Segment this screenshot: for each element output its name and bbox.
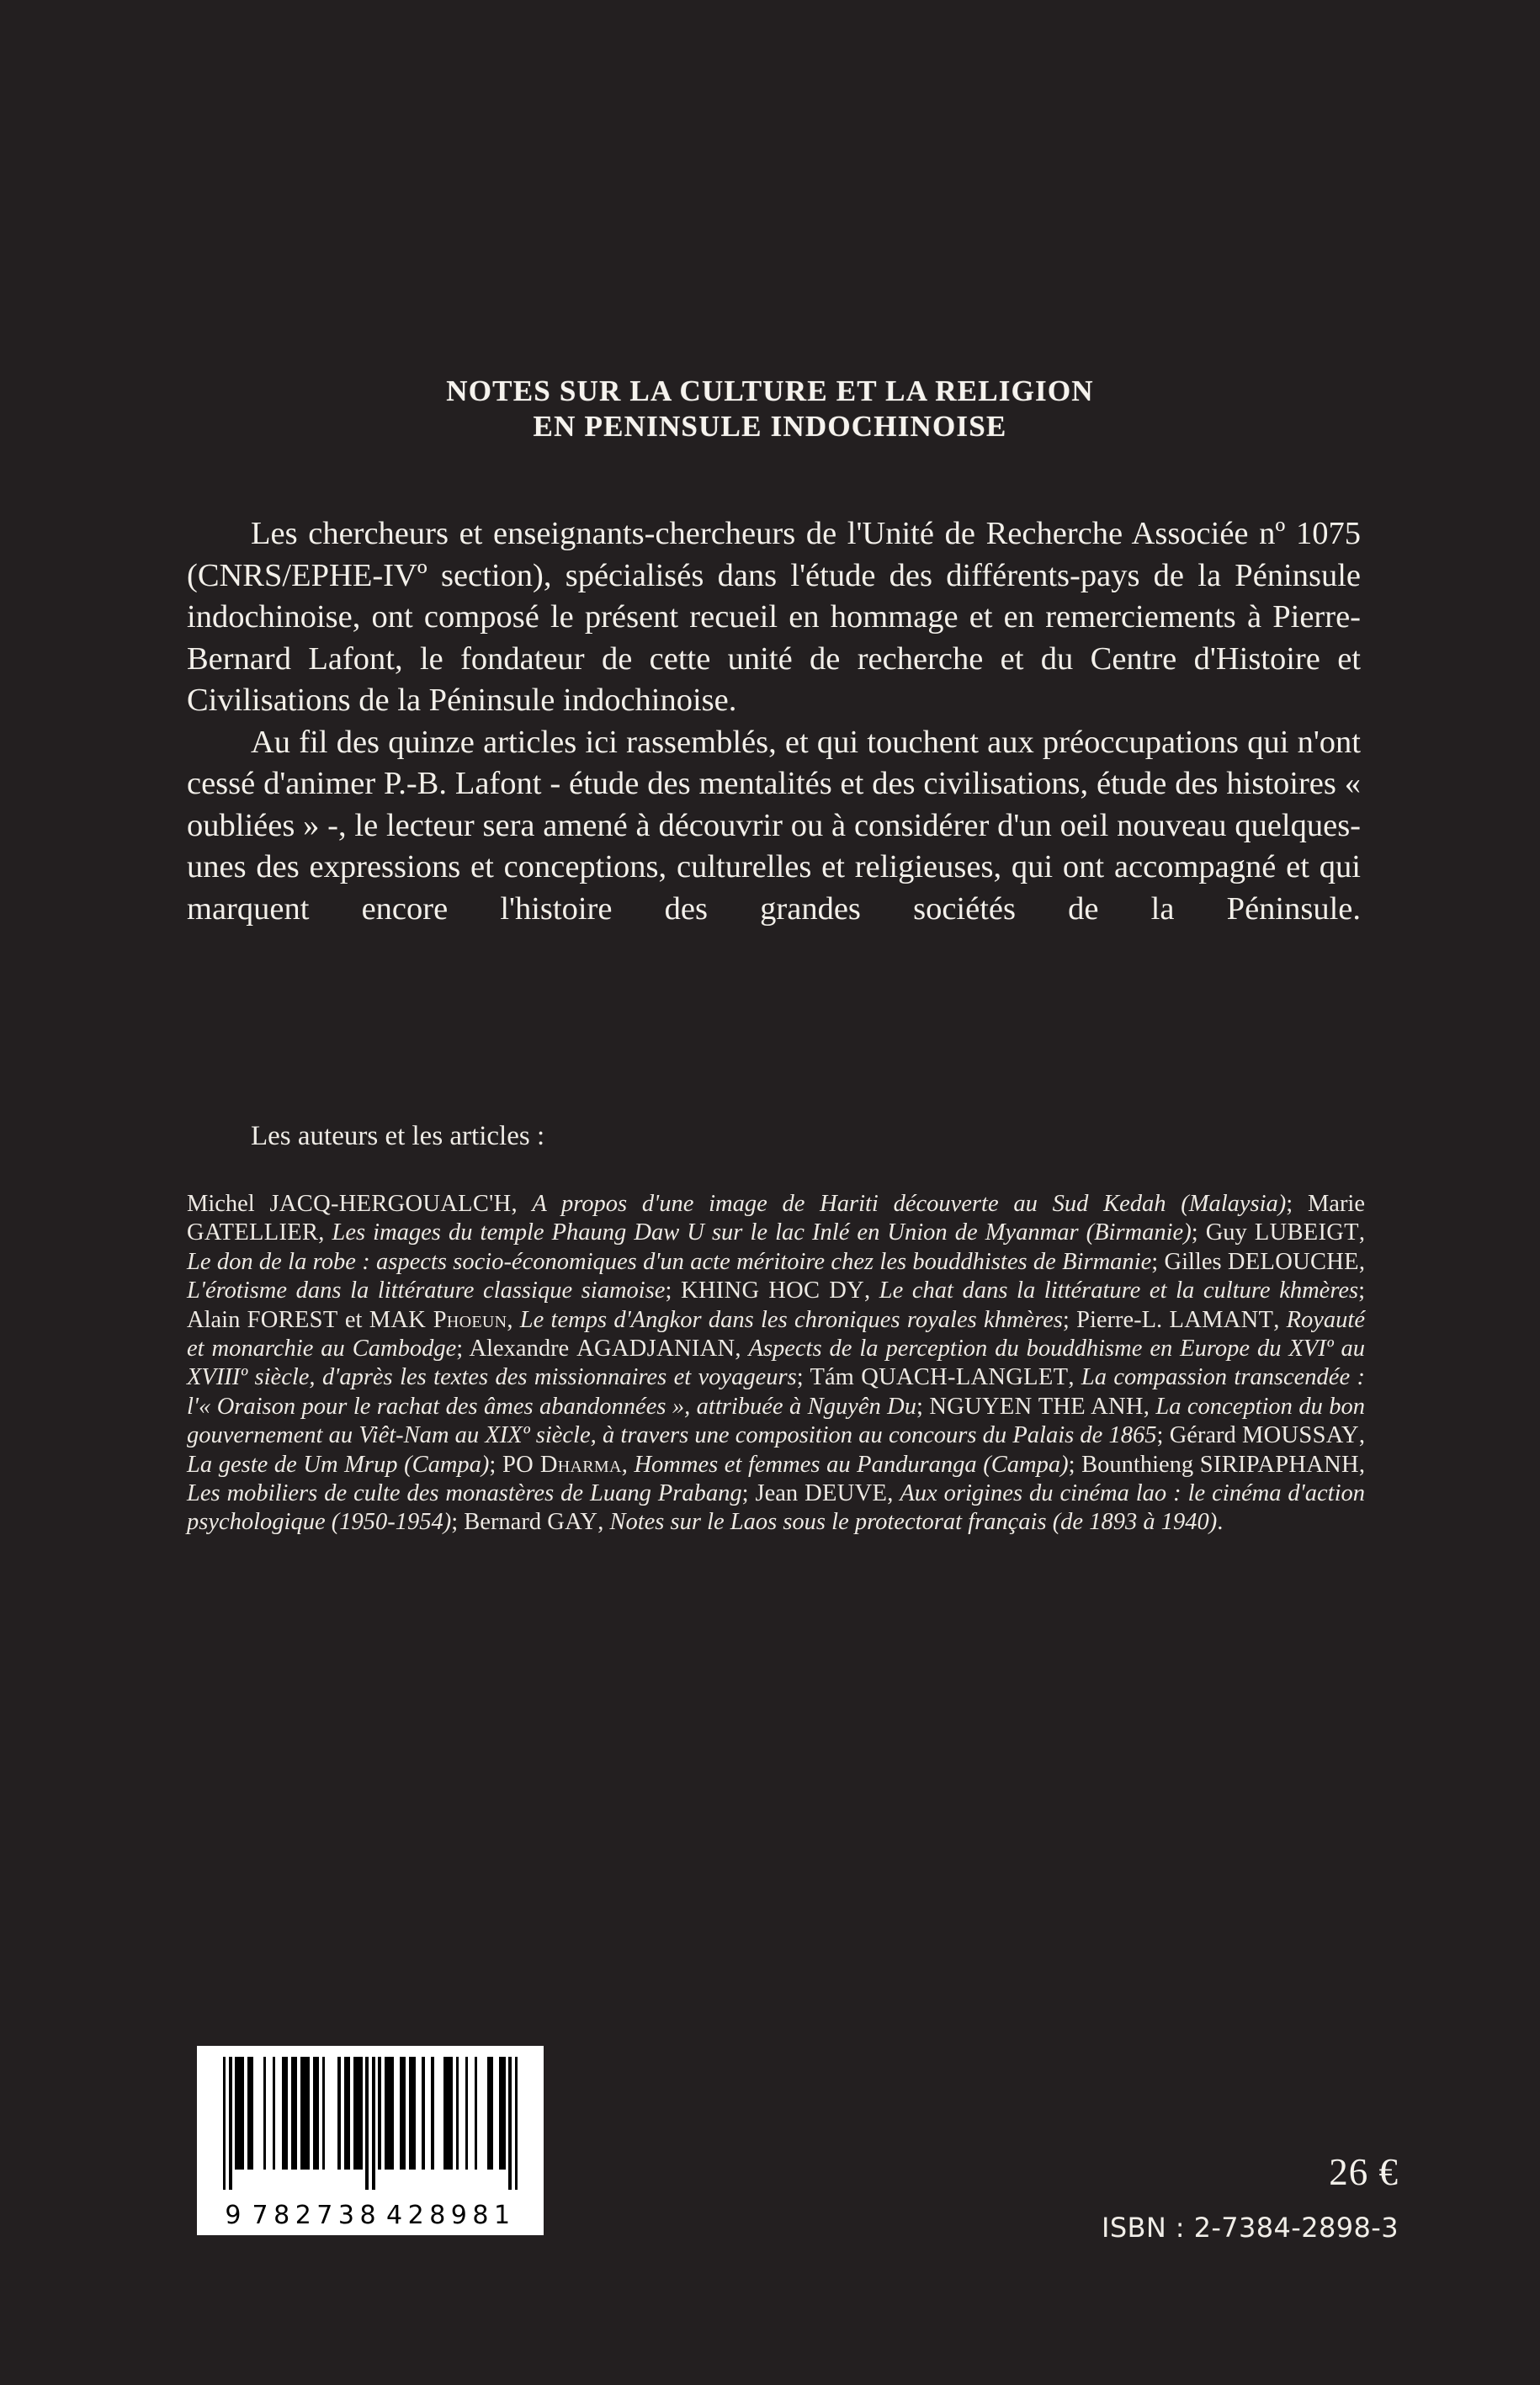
author-surname: GAY — [547, 1509, 598, 1536]
entry-terminator: ; — [1151, 1248, 1165, 1275]
entry-terminator: ; — [1068, 1451, 1082, 1478]
barcode-space — [459, 2057, 465, 2170]
barcode-space — [416, 2057, 422, 2170]
barcode-space — [493, 2057, 499, 2170]
barcode-bar — [300, 2057, 310, 2170]
author-separator: , — [1358, 1451, 1366, 1478]
author-surname: QUACH-LANGLET — [861, 1364, 1069, 1391]
author-surname: GATELLIER — [187, 1219, 319, 1246]
barcode-space — [425, 2057, 431, 2170]
barcode-bar — [282, 2057, 288, 2170]
barcode-bar — [344, 2057, 350, 2170]
barcode-bar — [487, 2057, 493, 2170]
article-title: Le don de la robe : aspects socio-économiques d'un acte méritoire chez les bouddhistes de Birmanie — [187, 1248, 1152, 1275]
article-title: Aux origines du cinéma lao : le cinéma d'action psychologique (1950-1954) — [187, 1480, 1366, 1536]
barcode-bar — [291, 2057, 297, 2170]
author-separator: , — [864, 1277, 879, 1304]
article-title: A propos d'une image de Hariti découverte au Sud Kedah (Malaysia) — [532, 1191, 1287, 1217]
entry-terminator: ; — [1062, 1306, 1077, 1333]
author-separator: , — [597, 1509, 610, 1536]
article-title: Notes sur le Laos sous le protectorat français (de 1893 à 1940) — [609, 1509, 1218, 1536]
barcode-space — [468, 2057, 474, 2170]
author-first-name: Tám — [810, 1364, 862, 1391]
article-title: Les mobiliers de culte des monastères de Luang Prabang — [187, 1480, 742, 1507]
author-first-name: Marie — [1307, 1191, 1366, 1217]
barcode-bar — [409, 2057, 415, 2170]
author-separator: et — [337, 1306, 369, 1333]
article-title: L'érotisme dans la littérature classique siamoise — [187, 1277, 666, 1304]
barcode-bar — [499, 2057, 505, 2170]
entry-terminator: ; — [1286, 1191, 1308, 1217]
entry-terminator: ; — [1191, 1219, 1206, 1246]
barcode-space — [253, 2057, 263, 2170]
author-separator: , — [887, 1480, 900, 1507]
author-separator: , — [1358, 1422, 1365, 1449]
isbn-label: ISBN : 2-7384-2898-3 — [1102, 2212, 1399, 2244]
article-title: La compassion transcendée : l'« Oraison pour le rachat des âmes abandonnées », attribuée à Nguyên Du — [187, 1364, 1366, 1420]
barcode-group-2: 428981 — [386, 2201, 516, 2230]
author-separator: , — [621, 1451, 635, 1478]
barcode-bar — [247, 2057, 253, 2170]
entry-terminator: ; — [489, 1451, 502, 1478]
author-first-name: Bounthieng — [1081, 1451, 1200, 1478]
entry-terminator: . — [1217, 1509, 1224, 1536]
barcode-bar — [235, 2057, 244, 2170]
barcode-bar — [443, 2057, 453, 2170]
entry-terminator: ; — [916, 1393, 930, 1420]
author-surname: PO Dharma — [502, 1451, 622, 1478]
barcode-bar — [515, 2057, 518, 2190]
barcode-lead-digit: 9 — [225, 2201, 242, 2230]
author-surname: MOUSSAY — [1242, 1422, 1359, 1449]
barcode-bar — [313, 2057, 319, 2170]
author-surname: KHING HOC DY — [681, 1277, 865, 1304]
author-surname: MAK Phoeun — [369, 1306, 507, 1333]
title-line-1: NOTES SUR LA CULTURE ET LA RELIGION — [446, 374, 1094, 407]
barcode-bar — [353, 2057, 363, 2170]
entry-terminator: ; — [451, 1509, 465, 1536]
author-surname: DELOUCHE — [1227, 1248, 1359, 1275]
barcode-space — [266, 2057, 272, 2170]
author-surname: JACQ-HERGOUALC'H — [269, 1191, 512, 1217]
barcode-space — [477, 2057, 486, 2170]
author-first-name: Alain — [187, 1306, 247, 1333]
author-surname: SIRIPAPHANH — [1199, 1451, 1359, 1478]
author-first-name: Bernard — [464, 1509, 548, 1536]
author-surname: NGUYEN THE ANH — [929, 1393, 1144, 1420]
author-separator: , — [1143, 1393, 1156, 1420]
author-first-name: Michel — [187, 1191, 270, 1217]
author-first-name: Guy — [1205, 1219, 1255, 1246]
description-paragraph-2: Au fil des quinze articles ici rassemblés, et qui touchent aux préoccupations qui n'ont cessé d'animer P.-B. Lafont - étude des mentalités et des civilisations, étude des histoires « oubliées » -, le lecteur sera amené à découvrir ou à considérer d'un oeil nouveau quelques-unes des expressions et conceptions, culturelles et religieuses, qui ont accompagné et qui marquent encore l'histoire des grandes sociétés de la Péninsule. — [187, 724, 1361, 927]
description-block — [187, 513, 1361, 972]
author-surname: LUBEIGT — [1254, 1219, 1359, 1246]
author-separator: , — [735, 1336, 749, 1362]
author-first-name: Gilles — [1164, 1248, 1228, 1275]
author-surname: FOREST — [247, 1306, 338, 1333]
author-surname: AGADJANIAN — [576, 1336, 735, 1362]
barcode-digits — [197, 2201, 544, 2230]
barcode-group-1: 782738 — [252, 2201, 382, 2230]
author-separator: , — [1358, 1248, 1365, 1275]
authors-heading: Les auteurs et les articles : — [251, 1121, 545, 1151]
author-first-name: Jean — [755, 1480, 805, 1507]
barcode-bar — [385, 2057, 394, 2170]
article-title: Le temps d'Angkor dans les chroniques royales khmères — [519, 1306, 1063, 1333]
entry-terminator: ; — [456, 1336, 470, 1362]
author-separator: , — [1068, 1364, 1081, 1391]
author-separator: , — [511, 1191, 533, 1217]
entry-terminator: ; — [796, 1364, 810, 1391]
author-separator: , — [1273, 1306, 1287, 1333]
page-title — [0, 374, 1540, 444]
author-first-name: Gérard — [1169, 1422, 1243, 1449]
barcode-space — [275, 2057, 281, 2170]
barcode-space — [325, 2057, 337, 2170]
author-first-name: Alexandre — [469, 1336, 577, 1362]
author-surname: LAMANT — [1169, 1306, 1274, 1333]
article-title: Le chat dans la littérature et la culture khmères — [879, 1277, 1359, 1304]
barcode — [197, 2046, 544, 2235]
entry-terminator: ; — [1156, 1422, 1170, 1449]
entry-terminator: ; — [1358, 1277, 1366, 1304]
price-label: 26 € — [1329, 2151, 1399, 2193]
author-surname: DEUVE — [805, 1480, 888, 1507]
article-title: Les images du temple Phaung Daw U sur le lac Inlé en Union de Myanmar (Birmanie) — [332, 1219, 1192, 1246]
barcode-space — [394, 2057, 400, 2170]
entry-terminator: ; — [665, 1277, 682, 1304]
description-paragraph-1: Les chercheurs et enseignants-chercheurs de l'Unité de Recherche Associée nº 1075 (CNRS/EPHE-IVº section), spécialisés dans l'étude des différents-pays de la Péninsule indochinoise, ont composé le présent recueil en hommage et en remerciements à Pierre-Bernard Lafont, le fondateur de cette unité de recherche et du Centre d'Histoire et Civilisations de la Péninsule indochinoise. — [187, 516, 1361, 718]
article-title: Royauté et monarchie au Cambodge — [187, 1306, 1366, 1362]
barcode-bar — [400, 2057, 406, 2170]
author-separator: , — [507, 1306, 520, 1333]
authors-article-list — [187, 1190, 1365, 1538]
title-line-2: EN PENINSULE INDOCHINOISE — [533, 410, 1007, 443]
barcode-bars — [207, 2057, 534, 2190]
article-title: Hommes et femmes au Panduranga (Campa) — [634, 1451, 1069, 1478]
article-title: La conception du bon gouvernement au Viêt-Nam au XIXº siècle, à travers une composition au concours du Palais de 1865 — [187, 1393, 1366, 1449]
article-title: Aspects de la perception du bouddhisme en Europe du XVIº au XVIIIº siècle, d'après les textes des missionnaires et voyageurs — [187, 1336, 1365, 1391]
article-title: La geste de Um Mrup (Campa) — [187, 1451, 490, 1478]
entry-terminator: ; — [741, 1480, 756, 1507]
author-separator: , — [318, 1219, 332, 1246]
barcode-space — [434, 2057, 443, 2170]
author-separator: , — [1358, 1219, 1366, 1246]
author-first-name: Pierre-L. — [1076, 1306, 1170, 1333]
